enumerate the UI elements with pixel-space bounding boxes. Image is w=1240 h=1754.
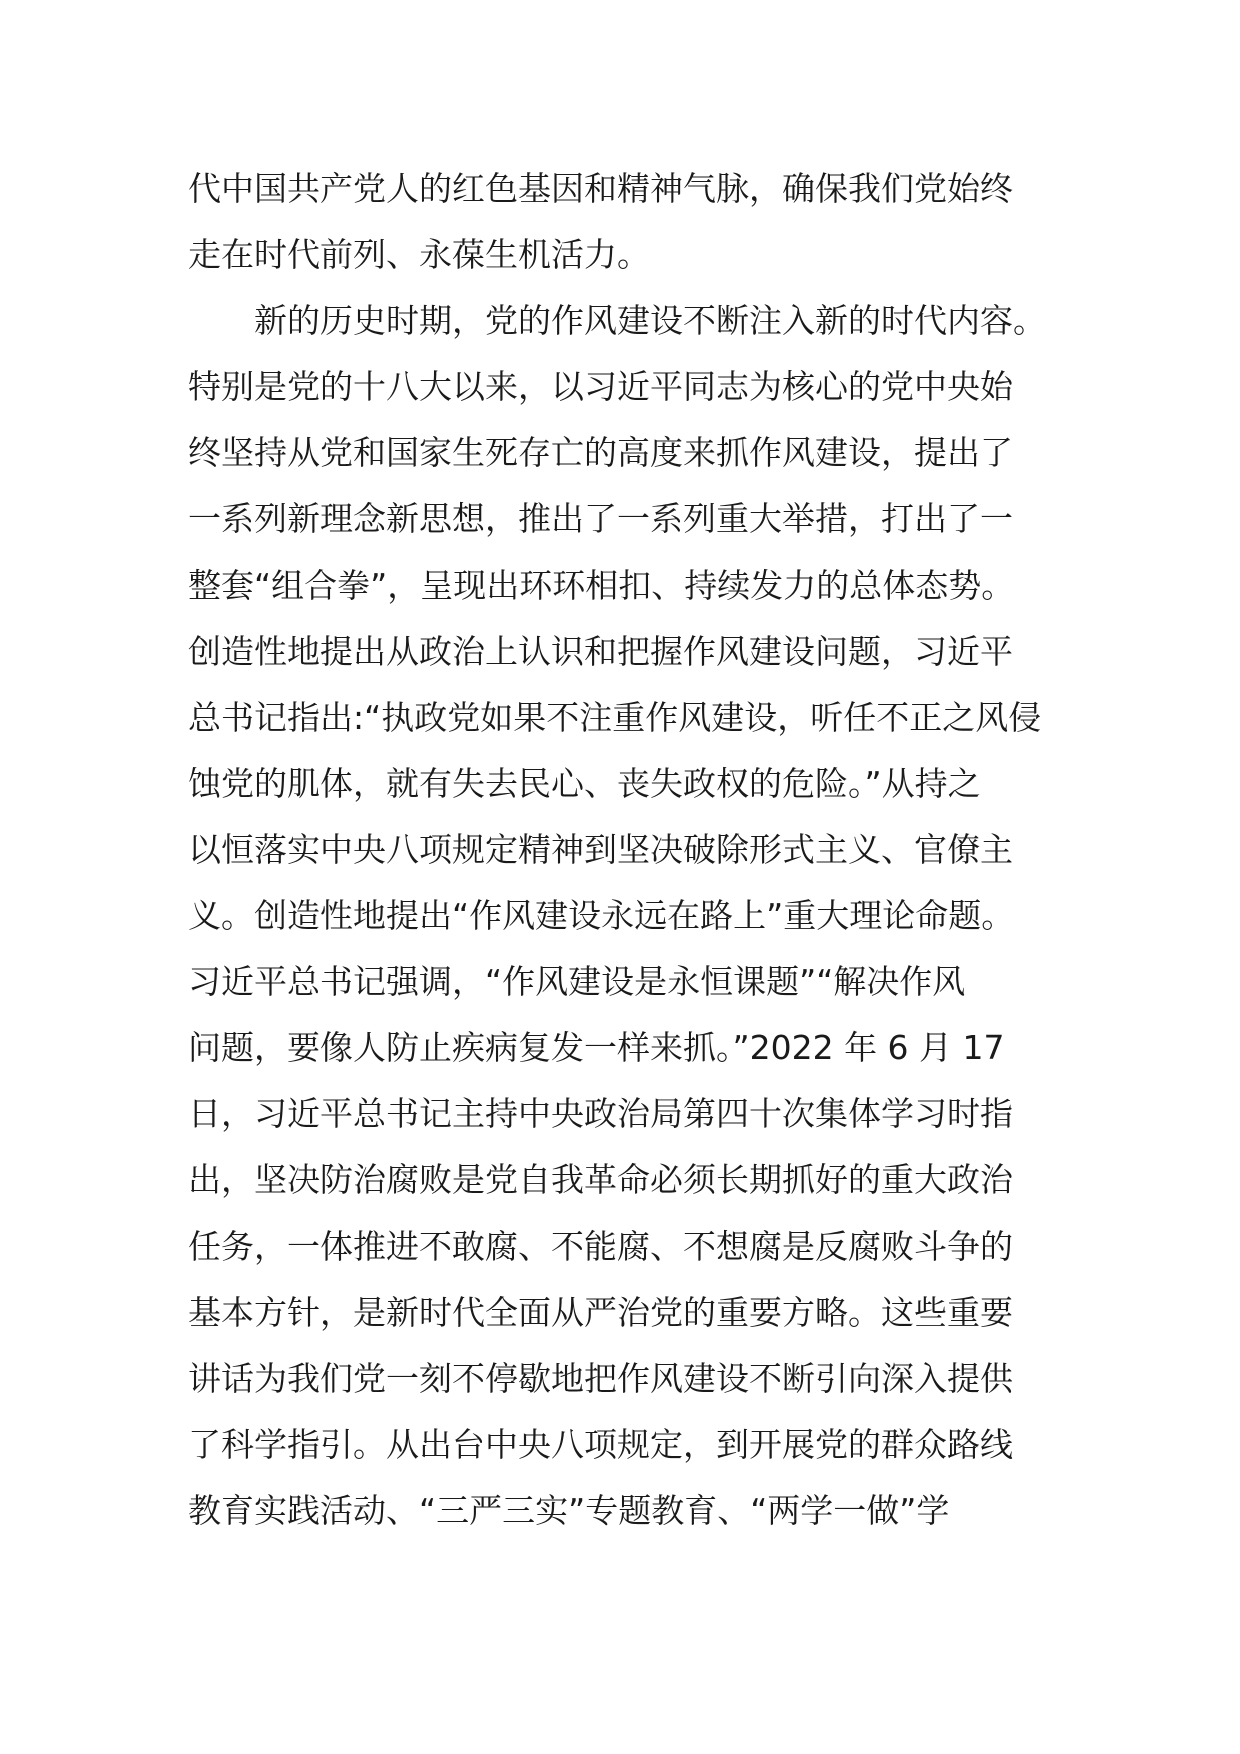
text-line: 了科学指引。从出台中央八项规定，到开展党的群众路线 — [188, 1424, 1013, 1464]
text-line: 整套“组合拳”，呈现出环环相扣、持续发力的总体态势。 — [188, 565, 1015, 605]
text-line: 基本方针，是新时代全面从严治党的重要方略。这些重要 — [188, 1292, 1013, 1332]
text-line: 特别是党的十八大以来，以习近平同志为核心的党中央始 — [188, 367, 1013, 407]
text-line: 讲话为我们党一刻不停歇地把作风建设不断引向深入提供 — [188, 1358, 1013, 1398]
text-line: 问题，要像人防止疾病复发一样来抓。”2022 年 6 月 17 — [188, 1028, 1005, 1068]
text-line: 创造性地提出从政治上认识和把握作风建设问题，习近平 — [188, 631, 1013, 671]
text-line: 走在时代前列、永葆生机活力。 — [188, 235, 650, 275]
text-line: 习近平总书记强调，“作风建设是永恒课题”“解决作风 — [188, 962, 966, 1002]
text-line: 日，习近平总书记主持中央政治局第四十次集体学习时指 — [188, 1094, 1013, 1134]
text-line: 蚀党的肌体，就有失去民心、丧失政权的危险。”从持之 — [188, 763, 981, 803]
text-line: 任务，一体推进不敢腐、不能腐、不想腐是反腐败斗争的 — [188, 1226, 1013, 1266]
text-line: 以恒落实中央八项规定精神到坚决破除形式主义、官僚主 — [188, 829, 1013, 869]
text-line: 总书记指出:“执政党如果不注重作风建设，听任不正之风侵 — [188, 697, 1042, 737]
text-line: 新的历史时期，党的作风建设不断注入新的时代内容。 — [188, 301, 1046, 341]
body-text — [188, 156, 1068, 1544]
text-line: 义。创造性地提出“作风建设永远在路上”重大理论命题。 — [188, 896, 1015, 936]
text-line: 一系列新理念新思想，推出了一系列重大举措，打出了一 — [188, 499, 1013, 539]
text-line: 教育实践活动、“三严三实”专题教育、“两学一做”学 — [188, 1490, 950, 1530]
text-line: 出，坚决防治腐败是党自我革命必须长期抓好的重大政治 — [188, 1160, 1013, 1200]
text-line: 代中国共产党人的红色基因和精神气脉，确保我们党始终 — [188, 169, 1013, 208]
text-line: 终坚持从党和国家生死存亡的高度来抓作风建设，提出了 — [188, 433, 1013, 473]
